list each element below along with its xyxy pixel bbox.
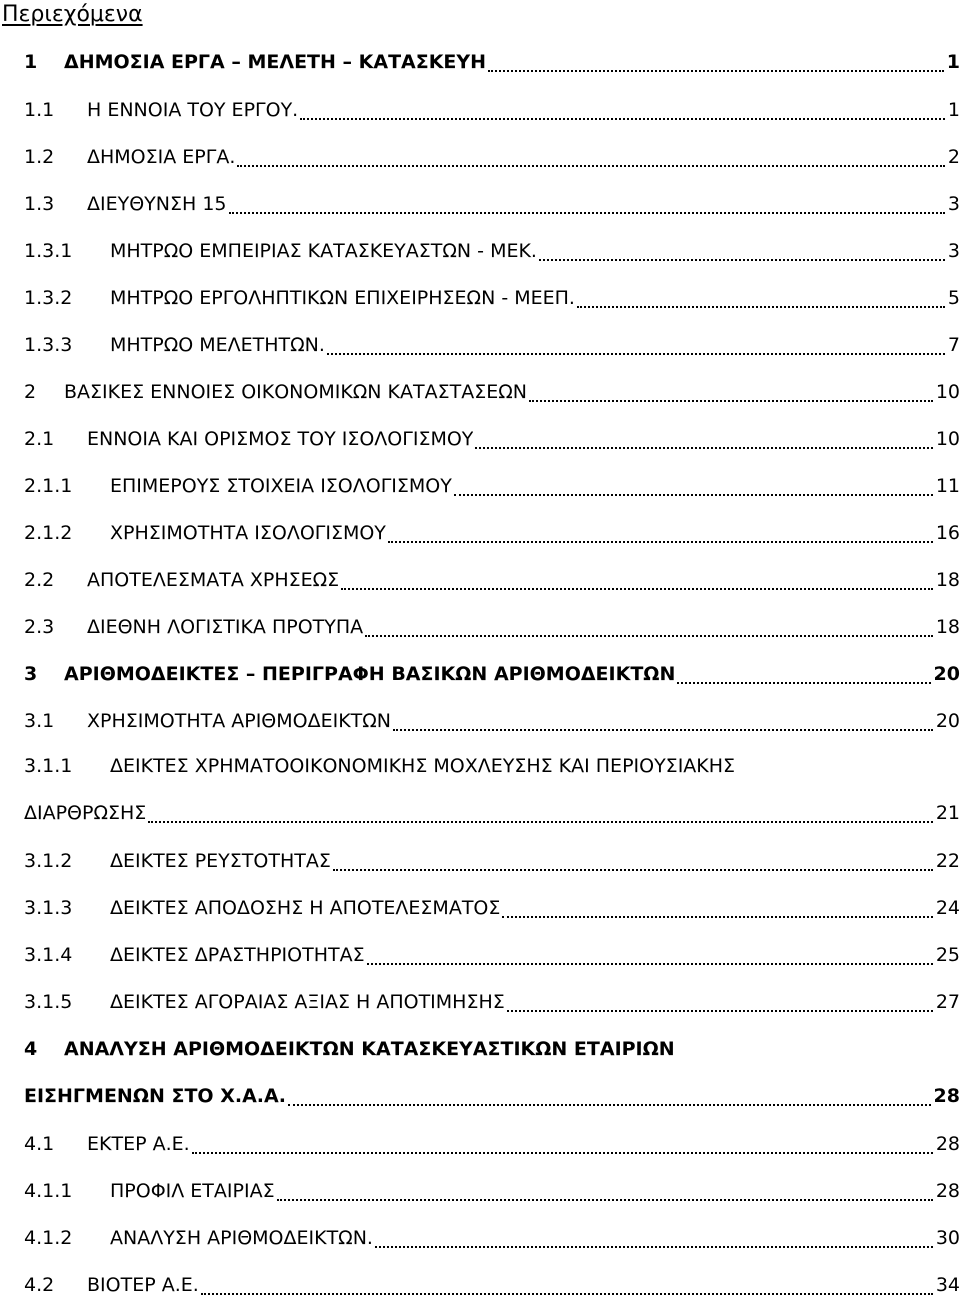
toc-dot-leader	[677, 676, 930, 684]
page-title: Περιεχόμενα	[2, 2, 143, 27]
toc-entry[interactable]	[24, 612, 960, 642]
toc-entry[interactable]	[24, 47, 960, 77]
toc-dot-leader	[529, 394, 933, 402]
toc-entry-title: ΕΚΤΕΡ Α.Ε.	[87, 1133, 190, 1155]
toc-entry-title: ΧΡΗΣΙΜΟΤΗΤΑ ΙΣΟΛΟΓΙΣΜΟΥ	[110, 522, 386, 544]
toc-dot-leader	[341, 582, 933, 590]
toc-dot-leader	[507, 1004, 933, 1012]
toc-dot-leader	[201, 1287, 933, 1295]
toc-entry-number: 1.3	[24, 193, 55, 215]
toc-entry[interactable]	[24, 846, 960, 876]
toc-entry[interactable]	[24, 1129, 960, 1159]
toc-entry-page: 28	[935, 1133, 960, 1155]
toc-entry-number: 2.1.1	[24, 475, 73, 497]
toc-entry-number: 3.1.1	[24, 755, 73, 777]
toc-entry[interactable]	[24, 1034, 960, 1111]
toc-entry-page: 22	[935, 850, 960, 872]
toc-entry-page: 25	[935, 944, 960, 966]
toc-entry-page: 1	[946, 51, 960, 73]
toc-entry[interactable]	[24, 706, 960, 736]
toc-entry-title: ΑΝΑΛΥΣΗ ΑΡΙΘΜΟΔΕΙΚΤΩΝ ΚΑΤΑΣΚΕΥΑΣΤΙΚΩΝ ΕΤΑΙΡΙΩΝ	[64, 1038, 675, 1060]
toc-dot-leader	[288, 1098, 931, 1106]
toc-entry-title: ΕΠΙΜΕΡΟΥΣ ΣΤΟΙΧΕΙΑ ΙΣΟΛΟΓΙΣΜΟΥ	[110, 475, 452, 497]
toc-entry-number: 3.1.5	[24, 991, 73, 1013]
toc-entry-title: ΑΠΟΤΕΛΕΣΜΑΤΑ ΧΡΗΣΕΩΣ	[87, 569, 340, 591]
toc-entry-number: 3.1	[24, 710, 55, 732]
toc-entry-title-continued: ΕΙΣΗΓΜΕΝΩΝ ΣΤΟ Χ.Α.Α.	[24, 1085, 286, 1107]
toc-entry-number: 2.3	[24, 616, 55, 638]
toc-dot-leader	[277, 1193, 933, 1201]
toc-entry-number: 3.1.2	[24, 850, 73, 872]
toc-dot-leader	[454, 488, 933, 496]
toc-dot-leader	[365, 629, 933, 637]
toc-dot-leader	[577, 300, 945, 308]
toc-entry-number: 1.2	[24, 146, 55, 168]
toc-dot-leader	[375, 1240, 933, 1248]
toc-entry[interactable]	[24, 659, 960, 689]
toc-entry-page: 16	[935, 522, 960, 544]
toc-dot-leader	[327, 347, 945, 355]
toc-entry-title: ΔΕΙΚΤΕΣ ΔΡΑΣΤΗΡΙΟΤΗΤΑΣ	[110, 944, 365, 966]
toc-entry-page: 2	[947, 146, 960, 168]
toc-dot-leader	[237, 159, 945, 167]
toc-dot-leader	[475, 441, 932, 449]
toc-entry[interactable]	[24, 330, 960, 360]
toc-entry-title: ΜΗΤΡΩΟ ΕΡΓΟΛΗΠΤΙΚΩΝ ΕΠΙΧΕΙΡΗΣΕΩΝ - ΜΕΕΠ.	[110, 287, 575, 309]
toc-dot-leader	[367, 957, 933, 965]
toc-entry-page: 34	[935, 1274, 960, 1296]
toc-entry[interactable]	[24, 424, 960, 454]
toc-entry-page: 21	[935, 802, 960, 824]
toc-dot-leader	[300, 112, 945, 120]
toc-dot-leader	[192, 1146, 933, 1154]
toc-entry-page: 3	[947, 240, 960, 262]
toc-entry[interactable]	[24, 236, 960, 266]
toc-entry-title-continued: ΔΙΑΡΘΡΩΣΗΣ	[24, 802, 147, 824]
toc-entry-title: ΒΙΟΤΕΡ Α.Ε.	[87, 1274, 199, 1296]
toc-entry[interactable]	[24, 518, 960, 548]
toc-entry-number: 3	[24, 663, 38, 685]
toc-entry-page: 18	[935, 616, 960, 638]
toc-entry[interactable]	[24, 142, 960, 172]
toc-entry[interactable]	[24, 283, 960, 313]
toc-entry[interactable]	[24, 893, 960, 923]
toc-entry[interactable]	[24, 1270, 960, 1300]
toc-entry[interactable]	[24, 471, 960, 501]
toc-entry[interactable]	[24, 1176, 960, 1206]
toc-entry[interactable]	[24, 189, 960, 219]
toc-entry-number: 2.2	[24, 569, 55, 591]
toc-entry-title: ΔΕΙΚΤΕΣ ΧΡΗΜΑΤΟΟΙΚΟΝΟΜΙΚΗΣ ΜΟΧΛΕΥΣΗΣ ΚΑΙ ΠΕΡΙΟΥΣΙΑΚΗΣ	[110, 755, 736, 777]
toc-dot-leader	[148, 815, 933, 823]
toc-entry[interactable]	[24, 1223, 960, 1253]
toc-entry-number: 2.1.2	[24, 522, 73, 544]
toc-entry-number: 2.1	[24, 428, 55, 450]
toc-entry-number: 1	[24, 51, 38, 73]
toc-entry-title: ΔΕΙΚΤΕΣ ΡΕΥΣΤΟΤΗΤΑΣ	[110, 850, 331, 872]
toc-entry-page: 20	[933, 663, 960, 685]
toc-entry-number: 4.1	[24, 1133, 55, 1155]
toc-entry-title: ΑΡΙΘΜΟΔΕΙΚΤΕΣ – ΠΕΡΙΓΡΑΦΗ ΒΑΣΙΚΩΝ ΑΡΙΘΜΟΔΕΙΚΤΩΝ	[64, 663, 676, 685]
toc-entry-title: ΔΙΕΘΝΗ ΛΟΓΙΣΤΙΚΑ ΠΡΟΤΥΠΑ	[87, 616, 364, 638]
toc-entry[interactable]	[24, 940, 960, 970]
toc-entry-title: ΧΡΗΣΙΜΟΤΗΤΑ ΑΡΙΘΜΟΔΕΙΚΤΩΝ	[87, 710, 392, 732]
toc-entry-title: ΑΝΑΛΥΣΗ ΑΡΙΘΜΟΔΕΙΚΤΩΝ.	[110, 1227, 373, 1249]
toc-entry-number: 3.1.3	[24, 897, 73, 919]
toc-dot-leader	[333, 863, 933, 871]
toc-entry-title: ΔΗΜΟΣΙΑ ΕΡΓΑ.	[87, 146, 236, 168]
toc-entry-number: 4.1.1	[24, 1180, 73, 1202]
toc-entry-title: ΠΡΟΦΙΛ ΕΤΑΙΡΙΑΣ	[110, 1180, 275, 1202]
toc-entry-page: 1	[947, 99, 960, 121]
toc-entry-title: ΔΕΙΚΤΕΣ ΑΓΟΡΑΙΑΣ ΑΞΙΑΣ Η ΑΠΟΤΙΜΗΣΗΣ	[110, 991, 505, 1013]
toc-entry-number: 1.3.3	[24, 334, 73, 356]
toc-entry[interactable]	[24, 751, 960, 828]
toc-entry-page: 10	[935, 381, 960, 403]
toc-entry-number: 1.1	[24, 99, 55, 121]
toc-dot-leader	[388, 535, 933, 543]
toc-dot-leader	[488, 64, 944, 72]
toc-entry-title: ΔΗΜΟΣΙΑ ΕΡΓΑ – ΜΕΛΕΤΗ – ΚΑΤΑΣΚΕΥΗ	[64, 51, 487, 73]
toc-entry-title: ΕΝΝΟΙΑ ΚΑΙ ΟΡΙΣΜΟΣ ΤΟΥ ΙΣΟΛΟΓΙΣΜΟΥ	[87, 428, 474, 450]
toc-entry-page: 20	[935, 710, 960, 732]
toc-entry-page: 3	[947, 193, 960, 215]
toc-entry-page: 11	[935, 475, 960, 497]
toc-entry[interactable]	[24, 565, 960, 595]
toc-dot-leader	[502, 910, 932, 918]
toc-entry-title: ΜΗΤΡΩΟ ΕΜΠΕΙΡΙΑΣ ΚΑΤΑΣΚΕΥΑΣΤΩΝ - ΜΕΚ.	[110, 240, 537, 262]
toc-entry[interactable]	[24, 377, 960, 407]
toc-entry-title: Η ΕΝΝΟΙΑ ΤΟΥ ΕΡΓΟΥ.	[87, 99, 299, 121]
toc-entry-number: 1.3.1	[24, 240, 73, 262]
toc-entry-page: 18	[935, 569, 960, 591]
toc-dot-leader	[393, 723, 933, 731]
toc-entry-page: 28	[935, 1180, 960, 1202]
toc-entry-page: 7	[947, 334, 960, 356]
toc-entry-page: 27	[935, 991, 960, 1013]
toc-entry-number: 4.1.2	[24, 1227, 73, 1249]
toc-entry-page: 28	[933, 1085, 960, 1107]
toc-entry-number: 4	[24, 1038, 38, 1060]
toc-entry[interactable]	[24, 95, 960, 125]
toc-entry-title: ΔΕΙΚΤΕΣ ΑΠΟΔΟΣΗΣ Η ΑΠΟΤΕΛΕΣΜΑΤΟΣ	[110, 897, 501, 919]
toc-entry-title: ΔΙΕΥΘΥΝΣΗ 15	[87, 193, 227, 215]
toc-entry-page: 24	[935, 897, 960, 919]
toc-entry-title: ΜΗΤΡΩΟ ΜΕΛΕΤΗΤΩΝ.	[110, 334, 325, 356]
toc-entry-page: 10	[935, 428, 960, 450]
toc-entry-page: 30	[935, 1227, 960, 1249]
toc-entry-number: 3.1.4	[24, 944, 73, 966]
toc-dot-leader	[539, 253, 945, 261]
toc-entry-title: ΒΑΣΙΚΕΣ ΕΝΝΟΙΕΣ ΟΙΚΟΝΟΜΙΚΩΝ ΚΑΤΑΣΤΑΣΕΩΝ	[64, 381, 527, 403]
toc-dot-leader	[229, 206, 945, 214]
toc-entry-number: 1.3.2	[24, 287, 73, 309]
toc-entry-page: 5	[947, 287, 960, 309]
toc-entry-number: 2	[24, 381, 37, 403]
toc-entry-number: 4.2	[24, 1274, 55, 1296]
toc-entry[interactable]	[24, 987, 960, 1017]
